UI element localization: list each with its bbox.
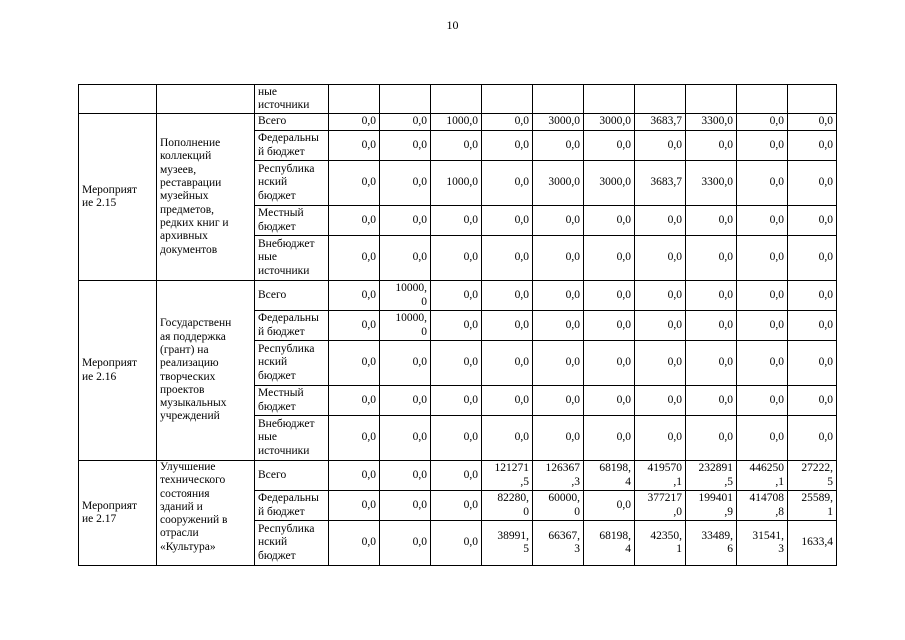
value-cell: 68198, 4 [584, 521, 635, 566]
value-cell: 0,0 [635, 281, 686, 311]
value-cell: 0,0 [482, 161, 533, 206]
value-cell: 0,0 [686, 131, 737, 161]
value-cell: 0,0 [329, 206, 380, 236]
value-cell: 0,0 [329, 341, 380, 386]
value-cell: 0,0 [431, 491, 482, 521]
value-cell: 0,0 [635, 206, 686, 236]
event-name-cell: Мероприят ие 2.17 [79, 461, 157, 566]
value-cell: 0,0 [635, 341, 686, 386]
value-cell: 0,0 [482, 416, 533, 461]
value-cell: 0,0 [737, 161, 788, 206]
value-cell: 0,0 [329, 521, 380, 566]
funding-source-cell: Всего [255, 461, 329, 491]
value-cell: 0,0 [329, 114, 380, 131]
value-cell: 0,0 [635, 311, 686, 341]
value-cell: 0,0 [788, 416, 837, 461]
value-cell: 68198, 4 [584, 461, 635, 491]
value-cell: 38991, 5 [482, 521, 533, 566]
value-cell: 3300,0 [686, 114, 737, 131]
value-cell: 1000,0 [431, 114, 482, 131]
value-cell: 126367 ,3 [533, 461, 584, 491]
value-cell: 0,0 [380, 491, 431, 521]
value-cell: 3683,7 [635, 114, 686, 131]
value-cell: 1633,4 [788, 521, 837, 566]
value-cell: 0,0 [533, 311, 584, 341]
value-cell: 0,0 [482, 131, 533, 161]
value-cell: 232891 ,5 [686, 461, 737, 491]
value-cell: 0,0 [686, 386, 737, 416]
value-cell: 446250 ,1 [737, 461, 788, 491]
value-cell: 0,0 [329, 491, 380, 521]
value-cell: 0,0 [533, 206, 584, 236]
value-cell: 0,0 [380, 206, 431, 236]
value-cell: 0,0 [329, 461, 380, 491]
value-cell: 0,0 [533, 386, 584, 416]
value-cell: 0,0 [482, 206, 533, 236]
value-cell: 0,0 [431, 521, 482, 566]
value-cell: 3000,0 [533, 114, 584, 131]
value-cell: 3000,0 [533, 161, 584, 206]
value-cell: 3683,7 [635, 161, 686, 206]
value-cell: 0,0 [329, 236, 380, 281]
funding-source-cell: Федеральны й бюджет [255, 131, 329, 161]
funding-source-cell: Местный бюджет [255, 206, 329, 236]
value-cell: 25589, 1 [788, 491, 837, 521]
table-row [79, 85, 837, 114]
budget-table [78, 84, 837, 566]
value-cell: 0,0 [533, 236, 584, 281]
funding-source-cell: Федеральны й бюджет [255, 311, 329, 341]
value-cell: 0,0 [482, 311, 533, 341]
value-cell: 0,0 [380, 131, 431, 161]
value-cell-empty [584, 85, 635, 114]
value-cell: 0,0 [635, 236, 686, 281]
event-description-cell: Улучшение технического состояния зданий и сооружений в отрасли «Культура» [157, 461, 255, 566]
value-cell: 0,0 [533, 341, 584, 386]
value-cell: 121271 ,5 [482, 461, 533, 491]
funding-source-cell: Республика нский бюджет [255, 521, 329, 566]
value-cell-empty [686, 85, 737, 114]
value-cell: 0,0 [584, 491, 635, 521]
value-cell: 0,0 [737, 281, 788, 311]
value-cell: 0,0 [380, 236, 431, 281]
value-cell: 0,0 [635, 131, 686, 161]
value-cell: 0,0 [380, 416, 431, 461]
value-cell: 0,0 [686, 281, 737, 311]
value-cell: 0,0 [533, 416, 584, 461]
table-row [79, 461, 837, 491]
value-cell: 3300,0 [686, 161, 737, 206]
funding-source-cell: Местный бюджет [255, 386, 329, 416]
value-cell: 0,0 [686, 206, 737, 236]
value-cell: 0,0 [686, 236, 737, 281]
value-cell: 199401 ,9 [686, 491, 737, 521]
value-cell: 0,0 [584, 206, 635, 236]
page-number: 10 [446, 18, 459, 32]
value-cell-empty [482, 85, 533, 114]
value-cell: 0,0 [635, 386, 686, 416]
value-cell: 0,0 [380, 341, 431, 386]
value-cell: 0,0 [329, 386, 380, 416]
value-cell-empty [431, 85, 482, 114]
funding-source-cell: ные источники [255, 85, 329, 114]
event-description-cell: Государственн ая поддержка (грант) на реализацию творческих проектов музыкальных учреждений [157, 281, 255, 461]
description-cell-empty [157, 85, 255, 114]
value-cell: 0,0 [329, 281, 380, 311]
value-cell: 0,0 [788, 386, 837, 416]
value-cell: 0,0 [431, 206, 482, 236]
value-cell: 0,0 [380, 114, 431, 131]
value-cell: 0,0 [329, 311, 380, 341]
value-cell: 0,0 [635, 416, 686, 461]
value-cell: 0,0 [329, 131, 380, 161]
value-cell: 419570 ,1 [635, 461, 686, 491]
value-cell: 0,0 [482, 281, 533, 311]
value-cell: 10000, 0 [380, 281, 431, 311]
value-cell-empty [635, 85, 686, 114]
value-cell: 0,0 [788, 281, 837, 311]
value-cell: 0,0 [788, 311, 837, 341]
value-cell: 0,0 [737, 416, 788, 461]
value-cell: 0,0 [431, 131, 482, 161]
value-cell: 0,0 [584, 341, 635, 386]
value-cell: 0,0 [788, 114, 837, 131]
table-row [79, 281, 837, 311]
value-cell: 0,0 [431, 416, 482, 461]
event-name-cell: Мероприят ие 2.15 [79, 114, 157, 281]
value-cell: 42350, 1 [635, 521, 686, 566]
value-cell: 3000,0 [584, 114, 635, 131]
value-cell: 0,0 [482, 341, 533, 386]
funding-source-cell: Внебюджет ные источники [255, 236, 329, 281]
funding-source-cell: Внебюджет ные источники [255, 416, 329, 461]
value-cell: 27222, 5 [788, 461, 837, 491]
value-cell: 0,0 [788, 161, 837, 206]
value-cell: 0,0 [533, 131, 584, 161]
value-cell: 0,0 [686, 416, 737, 461]
value-cell: 0,0 [584, 281, 635, 311]
value-cell: 82280, 0 [482, 491, 533, 521]
value-cell: 0,0 [788, 236, 837, 281]
value-cell: 0,0 [788, 131, 837, 161]
event-cell-empty [79, 85, 157, 114]
value-cell: 0,0 [686, 341, 737, 386]
value-cell: 0,0 [737, 114, 788, 131]
value-cell: 0,0 [431, 281, 482, 311]
value-cell: 0,0 [482, 386, 533, 416]
value-cell: 0,0 [584, 386, 635, 416]
value-cell: 0,0 [380, 461, 431, 491]
value-cell: 0,0 [431, 311, 482, 341]
value-cell: 0,0 [431, 386, 482, 416]
value-cell-empty [380, 85, 431, 114]
value-cell: 0,0 [329, 416, 380, 461]
value-cell: 377217 ,0 [635, 491, 686, 521]
value-cell: 0,0 [584, 311, 635, 341]
value-cell: 66367, 3 [533, 521, 584, 566]
value-cell: 0,0 [431, 236, 482, 281]
value-cell-empty [533, 85, 584, 114]
value-cell: 0,0 [584, 236, 635, 281]
value-cell: 0,0 [686, 311, 737, 341]
value-cell: 0,0 [380, 521, 431, 566]
event-name-cell: Мероприят ие 2.16 [79, 281, 157, 461]
value-cell: 414708 ,8 [737, 491, 788, 521]
funding-source-cell: Республика нский бюджет [255, 161, 329, 206]
funding-source-cell: Республика нский бюджет [255, 341, 329, 386]
value-cell: 0,0 [329, 161, 380, 206]
table-row [79, 114, 837, 131]
value-cell: 0,0 [380, 161, 431, 206]
value-cell: 1000,0 [431, 161, 482, 206]
value-cell: 0,0 [584, 131, 635, 161]
value-cell: 0,0 [788, 341, 837, 386]
value-cell: 0,0 [431, 461, 482, 491]
value-cell: 0,0 [584, 416, 635, 461]
value-cell: 0,0 [737, 131, 788, 161]
value-cell: 0,0 [788, 206, 837, 236]
value-cell-empty [737, 85, 788, 114]
value-cell: 33489, 6 [686, 521, 737, 566]
funding-source-cell: Федеральны й бюджет [255, 491, 329, 521]
value-cell: 31541, 3 [737, 521, 788, 566]
funding-source-cell: Всего [255, 114, 329, 131]
value-cell: 0,0 [482, 114, 533, 131]
value-cell: 0,0 [533, 281, 584, 311]
value-cell: 0,0 [482, 236, 533, 281]
value-cell: 0,0 [737, 236, 788, 281]
value-cell: 0,0 [737, 206, 788, 236]
value-cell: 0,0 [380, 386, 431, 416]
event-description-cell: Пополнение коллекций музеев, реставрации музейных предметов, редких книг и архивных документов [157, 114, 255, 281]
value-cell: 0,0 [431, 341, 482, 386]
value-cell: 0,0 [737, 341, 788, 386]
value-cell: 3000,0 [584, 161, 635, 206]
funding-source-cell: Всего [255, 281, 329, 311]
value-cell: 10000, 0 [380, 311, 431, 341]
value-cell-empty [329, 85, 380, 114]
value-cell-empty [788, 85, 837, 114]
value-cell: 0,0 [737, 386, 788, 416]
value-cell: 0,0 [737, 311, 788, 341]
value-cell: 60000, 0 [533, 491, 584, 521]
